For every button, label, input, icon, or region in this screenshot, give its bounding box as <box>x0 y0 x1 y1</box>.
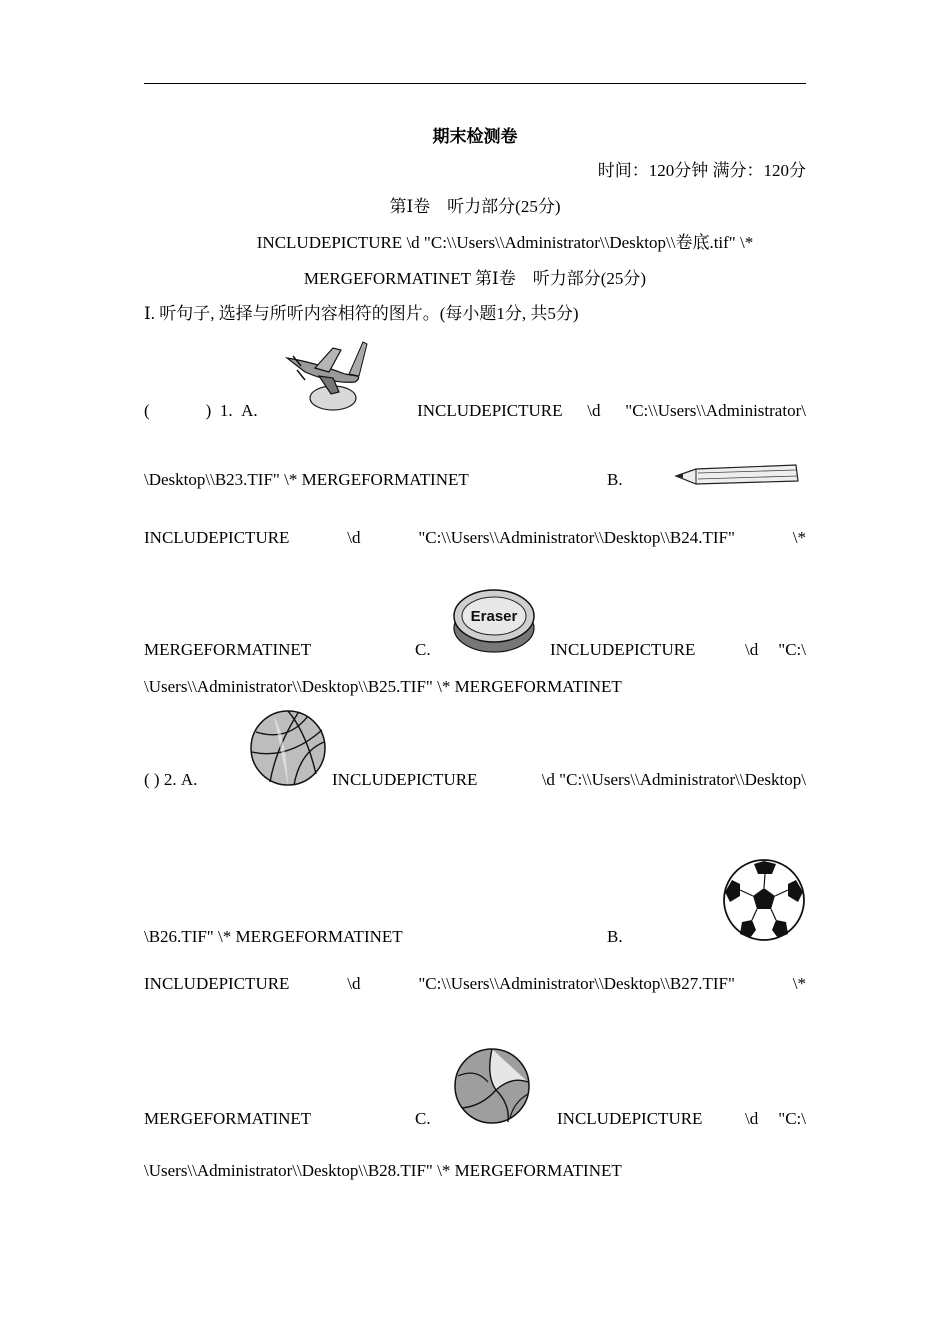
part1-heading: Ⅰ. 听句子, 选择与所听内容相符的图片。(每小题1分, 共5分) <box>144 304 579 323</box>
time-info: 时间：120分钟 满分：120分 <box>597 161 806 180</box>
q1-line-2: \Desktop\\B23.TIF" \* MERGEFORMATINET B. <box>144 470 623 489</box>
q1-line-1: ( ) 1. A. INCLUDEPICTURE \d "C:\\Users\\Administrator\ <box>144 401 806 420</box>
include-field-line-a: INCLUDEPICTURE \d "C:\\Users\\Administrator\\Desktop\\卷底.tif" \* <box>256 233 754 252</box>
q2-line-3: INCLUDEPICTURE \d "C:\\Users\\Administrator\\Desktop\\B27.TIF" \* <box>144 974 806 993</box>
volleyball-picture <box>452 1046 532 1126</box>
q2-line-2: \B26.TIF" \* MERGEFORMATINET B. <box>144 927 623 946</box>
q1-line-5: \Users\\Administrator\\Desktop\\B25.TIF" \* MERGEFORMATINET <box>144 677 622 696</box>
q1-line-4: MERGEFORMATINET C. INCLUDEPICTURE \d "C:\ <box>144 640 806 659</box>
eraser-label: Eraser <box>470 608 518 625</box>
q1-line-3: INCLUDEPICTURE \d "C:\\Users\\Administrator\\Desktop\\B24.TIF" \* <box>144 528 806 547</box>
q2-line-5: \Users\\Administrator\\Desktop\\B28.TIF" \* MERGEFORMATINET <box>144 1161 622 1180</box>
q1-label: ( ) 1. A. <box>144 401 258 420</box>
eraser-picture <box>450 586 538 656</box>
q2-line-1: ( ) 2. A. INCLUDEPICTURE \d "C:\\Users\\Administrator\\Desktop\ <box>144 770 806 789</box>
basketball-picture <box>248 708 328 788</box>
header-rule <box>144 83 806 84</box>
include-field-line-b: MERGEFORMATINET 第Ⅰ卷 听力部分(25分) <box>303 269 647 288</box>
page-title: 期末检测卷 <box>432 127 518 146</box>
q2-line-4: MERGEFORMATINET C. INCLUDEPICTURE \d "C:\ <box>144 1109 806 1128</box>
soccer-ball-picture <box>722 858 806 942</box>
pencil-picture <box>674 462 800 490</box>
section-heading: 第Ⅰ卷 听力部分(25分) <box>389 197 561 216</box>
airplane-picture <box>283 338 369 416</box>
